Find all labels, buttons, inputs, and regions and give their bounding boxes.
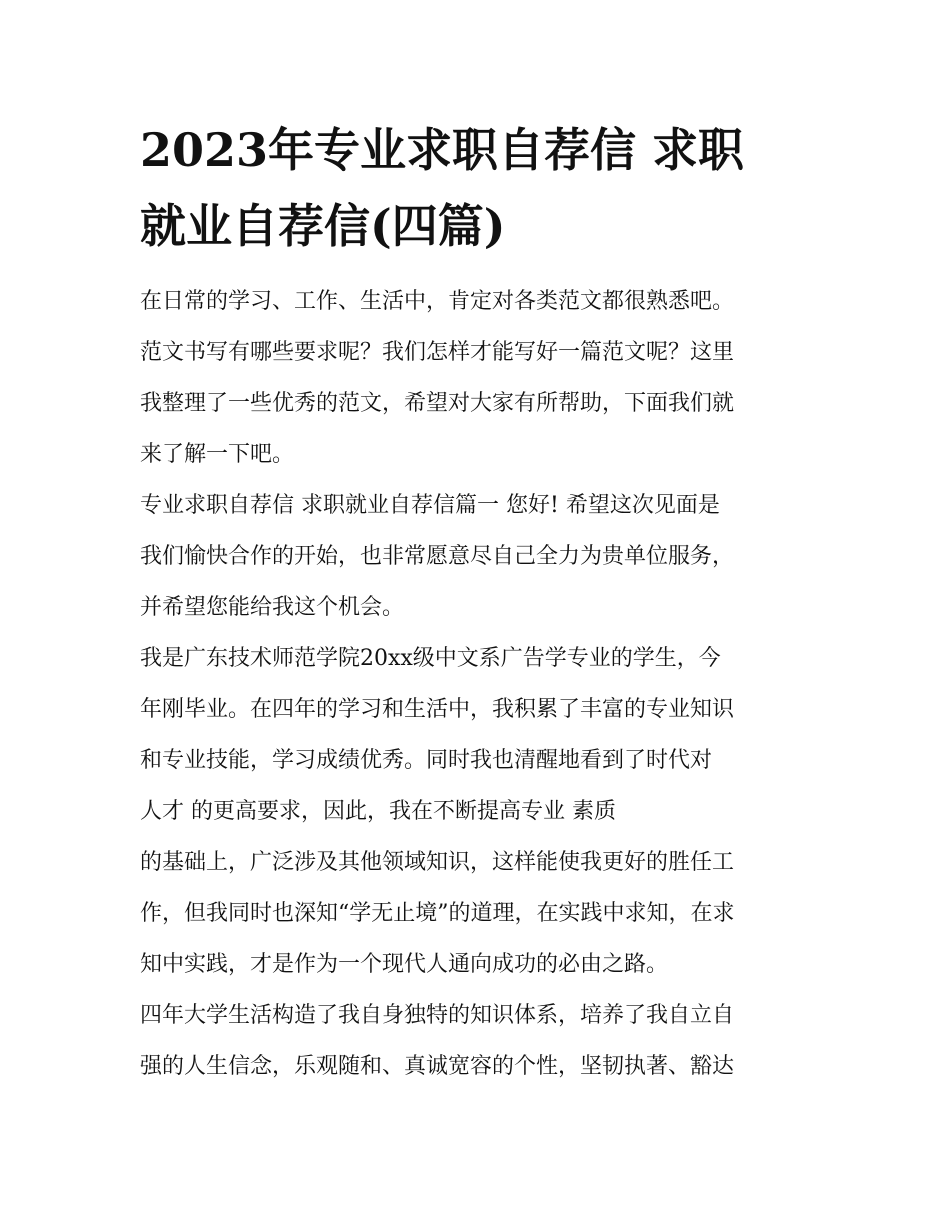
text-line: 和专业技能，学习成绩优秀。同时我也清醒地看到了时代对 xyxy=(140,748,713,773)
document-body xyxy=(140,276,820,1092)
text-line: 知中实践，才是作为一个现代人通向成功的必由之路。 xyxy=(140,952,669,977)
title-line: 2023年专业求职自荐信 求职 xyxy=(140,123,745,177)
text-line: 在日常的学习、工作、生活中，肯定对各类范文都很熟悉吧。 xyxy=(140,289,735,314)
text-line: 范文书写有哪些要求呢？我们怎样才能写好一篇范文呢？这里 xyxy=(140,340,735,365)
text-line: 的基础上，广泛涉及其他领域知识，这样能使我更好的胜任工 xyxy=(140,850,735,875)
text-line: 专业求职自荐信 求职就业自荐信篇一 您好! 希望这次见面是 xyxy=(140,493,720,518)
text-line: 我是广东技术师范学院20xx级中文系广告学专业的学生，今 xyxy=(140,646,721,671)
text-line: 我们愉快合作的开始，也非常愿意尽自己全力为贵单位服务， xyxy=(140,544,735,569)
text-line: 人才 的更高要求，因此，我在不断提高专业 素质 xyxy=(140,799,616,824)
text-line: 年刚毕业。在四年的学习和生活中，我积累了丰富的专业知识 xyxy=(140,697,735,722)
text-line: 并希望您能给我这个机会。 xyxy=(140,595,405,620)
text-line: 我整理了一些优秀的范文，希望对大家有所帮助，下面我们就 xyxy=(140,391,735,416)
document-title xyxy=(140,112,820,264)
text-line: 强的人生信念，乐观随和、真诚宽容的个性，坚韧执著、豁达 xyxy=(140,1054,735,1079)
text-line: 作，但我同时也深知“学无止境”的道理，在实践中求知，在求 xyxy=(140,901,735,926)
title-line: 就业自荐信(四篇) xyxy=(140,199,506,253)
text-line: 来了解一下吧。 xyxy=(140,442,295,467)
text-line: 四年大学生活构造了我自身独特的知识体系，培养了我自立自 xyxy=(140,1003,735,1028)
